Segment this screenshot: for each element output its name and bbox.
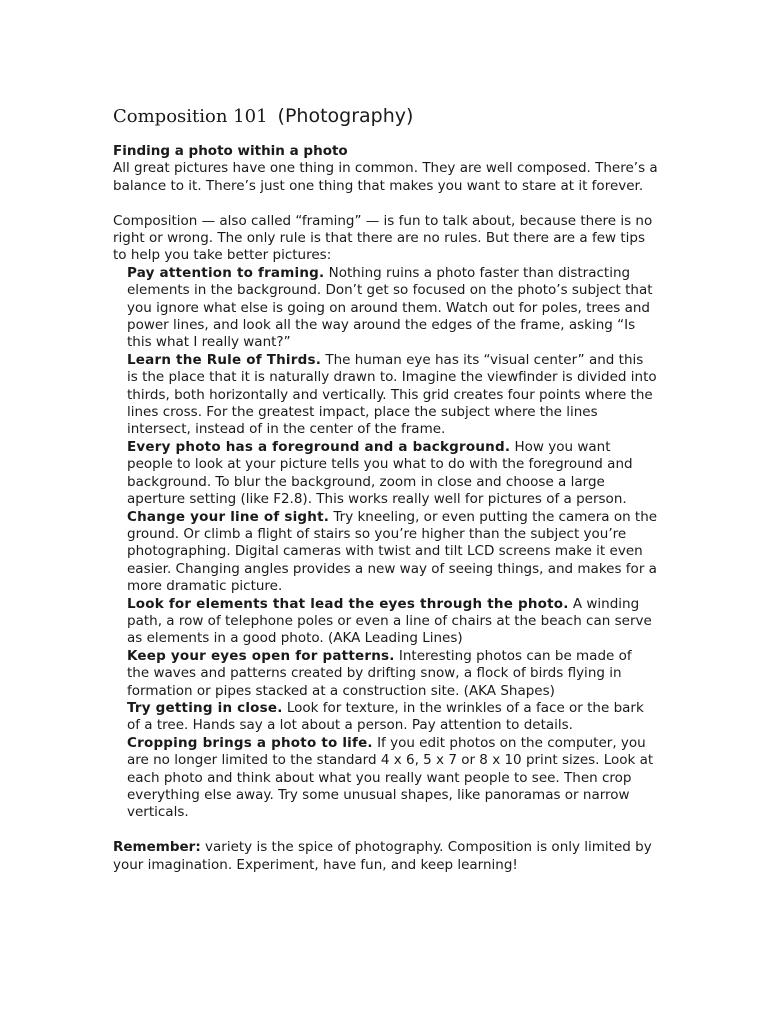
tips-list <box>113 265 658 822</box>
tip-title: Look for elements that lead the eyes through the photo. <box>127 595 569 612</box>
tip-body: The human eye has its “visual center” and this is the place that it is naturally drawn to. Imagine the viewfinder is divided into thirds, both horizontally and vertically. This grid creates four points where the lines cross. For the greatest impact, place the subject where the lines intersect, instead of in the center of the frame. <box>127 351 657 438</box>
composition-paragraph: Composition — also called “framing” — is fun to talk about, because there is no right or wrong. The only rule is that there are no rules. But there are a few tips to help you take better pictures: <box>113 212 653 264</box>
title-subtitle: (Photography) <box>277 105 414 127</box>
document-title <box>113 92 658 127</box>
tip-item <box>127 700 658 735</box>
remember-text: variety is the spice of photography. Composition is only limited by your imagination. Experiment, have fun, and keep learning! <box>113 839 652 873</box>
tip-item <box>127 509 658 596</box>
remember-paragraph <box>113 839 658 874</box>
tip-title: Cropping brings a photo to life. <box>127 734 373 751</box>
tip-body: If you edit photos on the computer, you are no longer limited to the standard 4 x 6, 5 x 7 or 8 x 10 print sizes. Look at each photo and think about what you really want people to see. Then crop everything else away. Try some unusual shapes, like panoramas or narrow verticals. <box>127 734 654 821</box>
title-main: Composition 101 <box>113 106 268 127</box>
tip-item <box>127 596 658 648</box>
tip-body: A winding path, a row of telephone poles or even a line of chairs at the beach can serve as elements in a good photo. (AKA Leading Lines) <box>127 595 652 647</box>
document-page <box>113 92 658 874</box>
tip-item <box>127 352 658 439</box>
tip-item <box>127 265 658 352</box>
tip-body: Interesting photos can be made of the waves and patterns created by drifting snow, a flock of birds flying in formation or pipes stacked at a construction site. (AKA Shapes) <box>127 647 632 699</box>
tip-title: Learn the Rule of Thirds. <box>127 351 322 368</box>
tip-item <box>127 648 658 700</box>
tip-title: Keep your eyes open for patterns. <box>127 647 395 664</box>
remember-label: Remember: <box>113 839 201 856</box>
intro-paragraph: All great pictures have one thing in common. They are well composed. There’s a balance to it. There’s just one thing that makes you want to stare at it forever. <box>113 160 658 194</box>
tip-body: Nothing ruins a photo faster than distracting elements in the background. Don’t get so focused on the photo’s subject that you ignore what else is going on around them. Watch out for poles, trees and power lines, and look all the way around the edges of the frame, asking “Is this what I really want?” <box>127 264 653 351</box>
tip-body: Try kneeling, or even putting the camera on the ground. Or climb a flight of stairs so you’re higher than the subject you’re photographing. Digital cameras with twist and tilt LCD screens make it even easier. Changing angles provides a new way of seeing things, and makes for a more dramatic picture. <box>127 508 658 595</box>
tip-body: How you want people to look at your picture tells you what to do with the foreground and background. To blur the background, zoom in close and choose a large aperture setting (like F2.8). This works really well for pictures of a person. <box>127 438 633 508</box>
tip-title: Every photo has a foreground and a background. <box>127 438 511 455</box>
tip-item <box>127 735 658 822</box>
section-heading: Finding a photo within a photo <box>113 143 348 159</box>
tip-body: Look for texture, in the wrinkles of a face or the bark of a tree. Hands say a lot about a person. Pay attention to details. <box>127 699 644 734</box>
tip-title: Change your line of sight. <box>127 508 330 525</box>
tip-title: Try getting in close. <box>127 699 283 716</box>
tip-item <box>127 439 658 509</box>
tip-title: Pay attention to framing. <box>127 264 325 281</box>
paragraph-gap <box>113 195 658 212</box>
